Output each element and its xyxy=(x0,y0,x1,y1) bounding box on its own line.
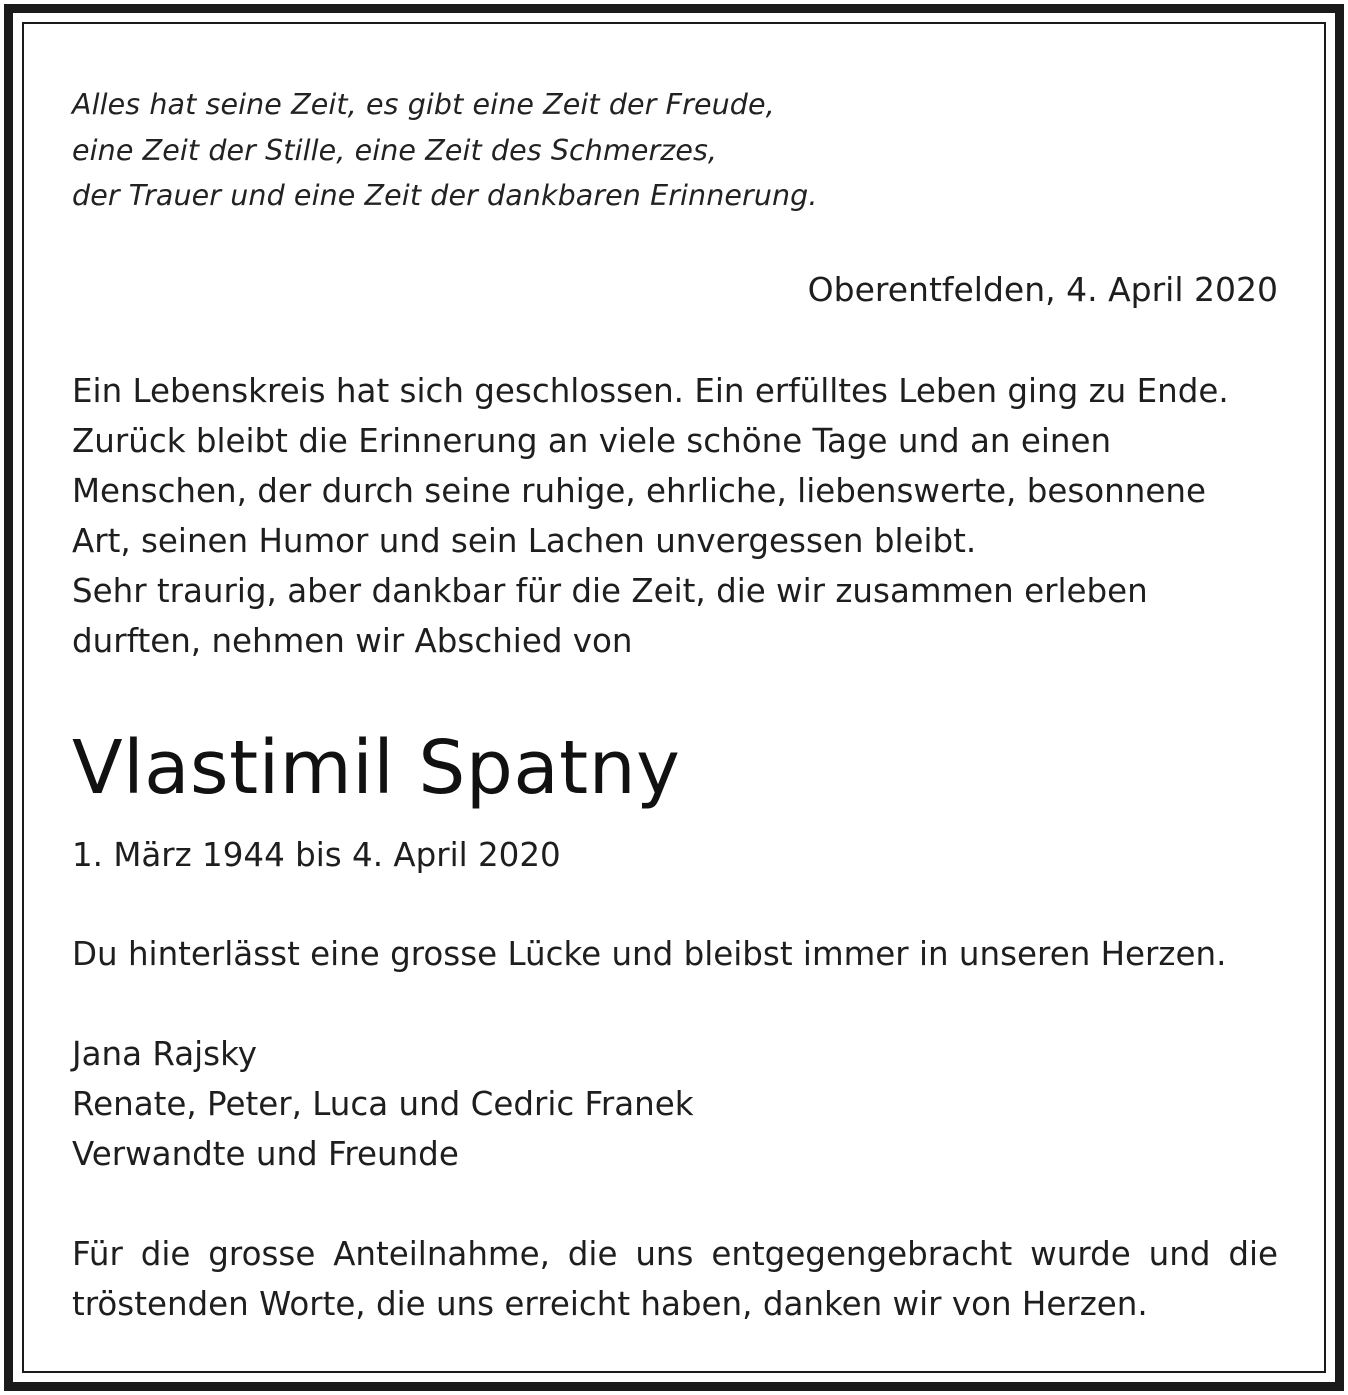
opening-quote xyxy=(72,82,818,219)
text-line: Menschen, der durch seine ruhige, ehrliche, liebenswerte, besonnene xyxy=(72,472,1206,510)
place-date: Oberentfelden, 4. April 2020 xyxy=(807,270,1278,309)
quote-line: Alles hat seine Zeit, es gibt eine Zeit der Freude, xyxy=(72,88,775,121)
text-line: Zurück bleibt die Erinnerung an viele schöne Tage und an einen xyxy=(72,422,1112,460)
quote-line: eine Zeit der Stille, eine Zeit des Schmerzes, xyxy=(72,133,718,167)
mourner-entry: Jana Rajsky xyxy=(72,1035,257,1073)
mourner-entry: Renate, Peter, Luca und Cedric Franek xyxy=(72,1085,694,1123)
text-line: Ein Lebenskreis hat sich geschlossen. Ein erfülltes Leben ging zu Ende. xyxy=(72,372,1229,410)
text-line: Art, seinen Humor und sein Lachen unvergessen bleibt. xyxy=(72,522,977,560)
life-dates: 1. März 1944 bis 4. April 2020 xyxy=(72,836,561,874)
thanks-line: Für die grosse Anteilnahme, die uns entgegengebracht wurde und die xyxy=(72,1235,1278,1273)
thanks-line: tröstenden Worte, die uns erreicht haben, danken wir von Herzen. xyxy=(72,1285,1148,1323)
mourners-list xyxy=(72,1029,694,1179)
deceased-name: Vlastimil Spatny xyxy=(72,725,681,811)
text-line: Sehr traurig, aber dankbar für die Zeit, die wir zusammen erleben xyxy=(72,572,1148,610)
obituary-text xyxy=(72,366,1229,666)
thanks-note xyxy=(72,1229,1278,1329)
text-line: durften, nehmen wir Abschied von xyxy=(72,622,633,660)
farewell-message: Du hinterlässt eine grosse Lücke und bleibst immer in unseren Herzen. xyxy=(72,935,1227,973)
mourner-entry: Verwandte und Freunde xyxy=(72,1135,459,1173)
quote-line: der Trauer und eine Zeit der dankbaren Erinnerung. xyxy=(72,179,818,212)
